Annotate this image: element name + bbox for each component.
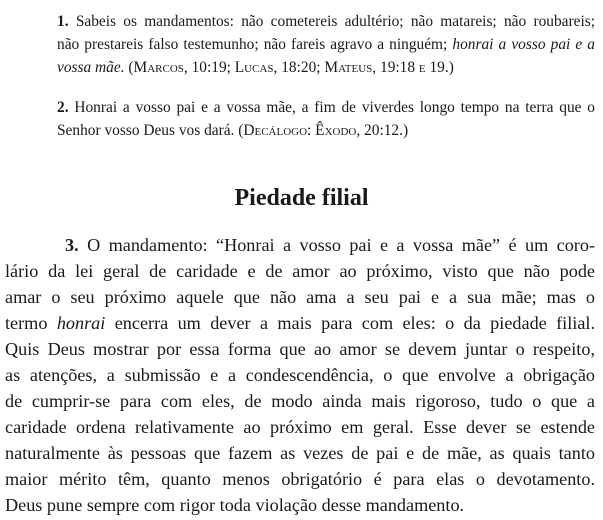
footnote-1-text-1: Sabeis os mandamentos: não cometereis adultério; não matareis; não roubareis; — [75, 13, 595, 30]
footnote-2-text-1: Honrai a vosso pai e a vossa mãe, a fim de viverdes longo tempo na terra que o — [74, 99, 596, 116]
paragraph-text-4b: encerra um dever a mais para com eles: o da piedade filial. — [114, 313, 596, 333]
footnote-1-line-2 — [57, 33, 595, 56]
paragraph-line-6: as atenções, a submissão e a condescendência, o que envolve a obrigação — [5, 365, 595, 385]
paragraph-text-1: O mandamento: “Honrai a vosso pai e a vossa mãe” é um coro- — [87, 235, 596, 255]
paragraph-line-10: maior mérito têm, quanto menos obrigatório é para elas o devotamento. — [5, 469, 595, 489]
footnote-1-italic-2: vossa mãe. — [57, 59, 125, 76]
footnote-1-text-2: não prestareis falso testemunho; não fareis agravo a ninguém; — [57, 36, 448, 53]
footnote-1-italic: honrai a vosso pai e a — [452, 36, 595, 53]
paragraph-line-1 — [5, 232, 595, 258]
paragraph-text-4a: termo — [5, 313, 48, 333]
paragraph-line-2: lário da lei geral de caridade e de amor ao próximo, visto que não pode — [5, 261, 595, 281]
paragraph-number: 3. — [65, 235, 79, 255]
paragraph-line-5: Quis Deus mostrar por essa forma que ao amor se devem juntar o respeito, — [5, 339, 595, 359]
footnote-1-line-3 — [57, 56, 595, 79]
paragraph-line-4 — [5, 310, 595, 336]
footnote-2-text-2: Senhor vosso Deus vos dará. — [57, 122, 235, 139]
paragraph-line-11: Deus pune sempre com rigor toda violação desse mandamento. — [5, 495, 465, 515]
footnote-1-line-1 — [57, 10, 595, 33]
paragraph-line-3: amar o seu próximo aquele que não ama a seu pai e a sua mãe; mas o — [5, 287, 595, 307]
footnote-1 — [57, 10, 595, 79]
footnote-1-number: 1. — [57, 13, 69, 30]
main-paragraph — [5, 232, 595, 518]
paragraph-line-7: de cumprir-se para com eles, de modo ainda mais rigoroso, tudo o que a — [5, 391, 595, 411]
footnote-2-number: 2. — [57, 99, 69, 116]
footnote-2-line-2 — [57, 119, 595, 142]
paragraph-line-9: naturalmente às pessoas que fazem as vezes de pai e de mãe, as quais tanto — [5, 443, 595, 463]
footnote-2-line-1 — [57, 96, 595, 119]
footnote-1-refs: (Marcos, 10:19; Lucas, 18:20; Mateus, 19:18 e 19.) — [128, 59, 454, 76]
footnote-2 — [57, 96, 595, 142]
footnote-2-refs: (Decálogo: Êxodo, 20:12.) — [238, 122, 409, 139]
paragraph-italic: honrai — [56, 313, 106, 333]
section-title: Piedade filial — [234, 185, 369, 211]
paragraph-line-8: caridade ordena relativamente ao próximo em geral. Esse dever se estende — [5, 417, 595, 437]
